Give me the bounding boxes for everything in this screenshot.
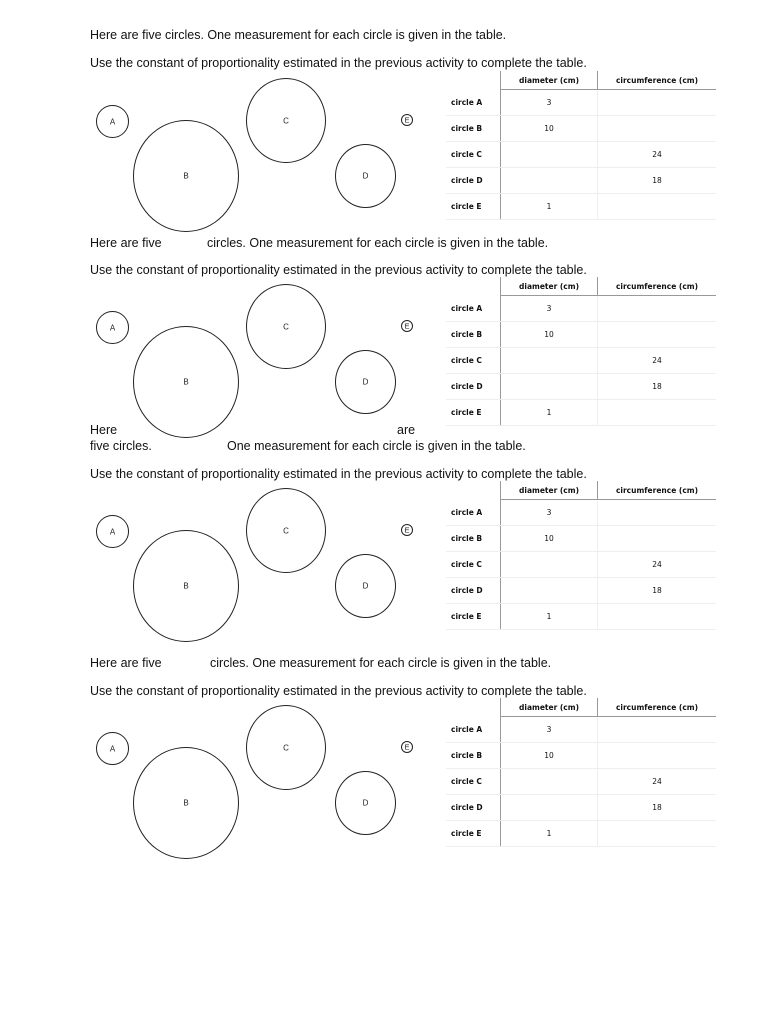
- circumference-cell: [598, 322, 717, 348]
- circle-d: [335, 771, 396, 835]
- diameter-cell: 10: [501, 743, 598, 769]
- circles-figure: [90, 485, 420, 655]
- row-label: circle B: [446, 116, 501, 142]
- circle-b-label: B: [183, 798, 189, 808]
- diameter-cell: 3: [501, 296, 598, 322]
- diameter-cell: [501, 374, 598, 400]
- table-row: [446, 374, 716, 400]
- diameter-cell: 1: [501, 194, 598, 220]
- row-label: circle E: [446, 604, 501, 630]
- diameter-cell: 3: [501, 90, 598, 116]
- block-4-intro-end: circles. One measurement for each circle is given in the table.: [210, 656, 552, 670]
- row-label: circle A: [446, 717, 501, 743]
- circle-a-label: A: [109, 744, 116, 753]
- row-label: circle B: [446, 526, 501, 552]
- circumference-header: circumference (cm): [598, 277, 717, 296]
- circle-a-label: A: [109, 527, 116, 536]
- circumference-cell: 18: [598, 578, 717, 604]
- row-label: circle B: [446, 322, 501, 348]
- circumference-cell: [598, 400, 717, 426]
- diameter-cell: 1: [501, 821, 598, 847]
- row-label: circle C: [446, 348, 501, 374]
- circle-c-label: C: [283, 116, 289, 125]
- diameter-cell: 10: [501, 116, 598, 142]
- circumference-cell: [598, 194, 717, 220]
- circle-b: [133, 747, 239, 859]
- circle-a: [96, 105, 129, 138]
- circles-figure: [90, 75, 420, 245]
- circle-e-label: E: [404, 742, 410, 752]
- row-label: circle A: [446, 500, 501, 526]
- circle-a-label: A: [109, 117, 116, 126]
- diameter-header: diameter (cm): [501, 71, 598, 90]
- circumference-cell: [598, 116, 717, 142]
- circle-d: [335, 144, 396, 208]
- block-1-instruction: Use the constant of proportionality estimated in the previous activity to complete the table.: [90, 56, 587, 70]
- circle-a: [96, 515, 129, 548]
- circumference-cell: 24: [598, 552, 717, 578]
- diameter-cell: [501, 578, 598, 604]
- circle-b-label: B: [183, 171, 189, 181]
- row-label: circle D: [446, 795, 501, 821]
- circumference-cell: [598, 743, 717, 769]
- table-row: [446, 578, 716, 604]
- row-label: circle E: [446, 400, 501, 426]
- block-3-instruction: Use the constant of proportionality estimated in the previous activity to complete the table.: [90, 467, 587, 481]
- table-row: [446, 142, 716, 168]
- block-3-intro-five-circles: five circles.: [90, 439, 152, 453]
- table-row: [446, 769, 716, 795]
- circle-c: [246, 284, 326, 369]
- measurement-table: [446, 698, 716, 847]
- diameter-cell: [501, 552, 598, 578]
- diameter-cell: 1: [501, 400, 598, 426]
- table-corner: [446, 481, 501, 500]
- table-row: [446, 526, 716, 552]
- diameter-cell: 3: [501, 500, 598, 526]
- table-row: [446, 500, 716, 526]
- circle-c-label: C: [283, 526, 289, 535]
- table-row: [446, 795, 716, 821]
- circumference-cell: [598, 604, 717, 630]
- circle-d: [335, 554, 396, 618]
- circumference-header: circumference (cm): [598, 698, 717, 717]
- table-row: [446, 743, 716, 769]
- circle-b: [133, 120, 239, 232]
- circle-d-label: D: [362, 798, 369, 808]
- circle-e-label: E: [404, 525, 410, 535]
- circle-a: [96, 311, 129, 344]
- circle-e: [401, 741, 413, 753]
- table-row: [446, 552, 716, 578]
- table-row: [446, 296, 716, 322]
- block-2-intro-start: Here are five: [90, 236, 162, 250]
- circle-e-label: E: [404, 321, 410, 331]
- circles-figure: [90, 281, 420, 451]
- circle-c: [246, 78, 326, 163]
- circle-b: [133, 530, 239, 642]
- circle-b: [133, 326, 239, 438]
- circumference-cell: 18: [598, 374, 717, 400]
- table-row: [446, 348, 716, 374]
- diameter-header: diameter (cm): [501, 698, 598, 717]
- measurement-table: [446, 277, 716, 426]
- circle-a-label: A: [109, 323, 116, 332]
- row-label: circle D: [446, 168, 501, 194]
- circles-figure: [90, 702, 420, 872]
- circumference-cell: 24: [598, 142, 717, 168]
- row-label: circle A: [446, 90, 501, 116]
- table-row: [446, 116, 716, 142]
- table-row: [446, 90, 716, 116]
- diameter-cell: 10: [501, 322, 598, 348]
- table-row: [446, 194, 716, 220]
- table-row: [446, 168, 716, 194]
- circle-d-label: D: [362, 377, 369, 387]
- diameter-cell: [501, 348, 598, 374]
- diameter-cell: 3: [501, 717, 598, 743]
- circumference-cell: [598, 90, 717, 116]
- circle-b-label: B: [183, 581, 189, 591]
- table-row: [446, 821, 716, 847]
- circle-e: [401, 524, 413, 536]
- circumference-cell: [598, 500, 717, 526]
- row-label: circle D: [446, 578, 501, 604]
- circle-e: [401, 114, 413, 126]
- table-corner: [446, 698, 501, 717]
- block-4-instruction: Use the constant of proportionality estimated in the previous activity to complete the table.: [90, 684, 587, 698]
- row-label: circle E: [446, 821, 501, 847]
- circumference-cell: [598, 526, 717, 552]
- circle-c: [246, 705, 326, 790]
- circle-d-label: D: [362, 581, 369, 591]
- measurement-table: [446, 71, 716, 220]
- table-corner: [446, 277, 501, 296]
- circumference-cell: 24: [598, 769, 717, 795]
- row-label: circle C: [446, 769, 501, 795]
- diameter-cell: [501, 769, 598, 795]
- diameter-cell: 1: [501, 604, 598, 630]
- circle-e-label: E: [404, 115, 410, 125]
- circle-c-label: C: [283, 322, 289, 331]
- diameter-cell: 10: [501, 526, 598, 552]
- circumference-header: circumference (cm): [598, 71, 717, 90]
- row-label: circle A: [446, 296, 501, 322]
- table-row: [446, 322, 716, 348]
- row-label: circle B: [446, 743, 501, 769]
- circumference-header: circumference (cm): [598, 481, 717, 500]
- circumference-cell: [598, 717, 717, 743]
- diameter-header: diameter (cm): [501, 277, 598, 296]
- table-corner: [446, 71, 501, 90]
- circle-e: [401, 320, 413, 332]
- circumference-cell: [598, 296, 717, 322]
- block-3-intro-are: are: [397, 423, 416, 437]
- diameter-cell: [501, 168, 598, 194]
- row-label: circle D: [446, 374, 501, 400]
- table-row: [446, 400, 716, 426]
- block-4-intro-start: Here are five: [90, 656, 162, 670]
- circle-c-label: C: [283, 743, 289, 752]
- circle-d: [335, 350, 396, 414]
- block-3-intro-here: Here: [90, 423, 118, 437]
- table-row: [446, 604, 716, 630]
- circle-d-label: D: [362, 171, 369, 181]
- row-label: circle E: [446, 194, 501, 220]
- table-row: [446, 717, 716, 743]
- circumference-cell: 18: [598, 795, 717, 821]
- circumference-cell: 18: [598, 168, 717, 194]
- circumference-cell: 24: [598, 348, 717, 374]
- diameter-cell: [501, 795, 598, 821]
- circle-c: [246, 488, 326, 573]
- block-2-intro-end: circles. One measurement for each circle is given in the table.: [207, 236, 549, 250]
- circumference-cell: [598, 821, 717, 847]
- circle-b-label: B: [183, 377, 189, 387]
- block-2-instruction: Use the constant of proportionality estimated in the previous activity to complete the table.: [90, 263, 587, 277]
- diameter-header: diameter (cm): [501, 481, 598, 500]
- block-3-intro-end: One measurement for each circle is given in the table.: [227, 439, 526, 453]
- row-label: circle C: [446, 552, 501, 578]
- diameter-cell: [501, 142, 598, 168]
- row-label: circle C: [446, 142, 501, 168]
- block-1-intro: Here are five circles. One measurement for each circle is given in the table.: [90, 28, 507, 42]
- circle-a: [96, 732, 129, 765]
- measurement-table: [446, 481, 716, 630]
